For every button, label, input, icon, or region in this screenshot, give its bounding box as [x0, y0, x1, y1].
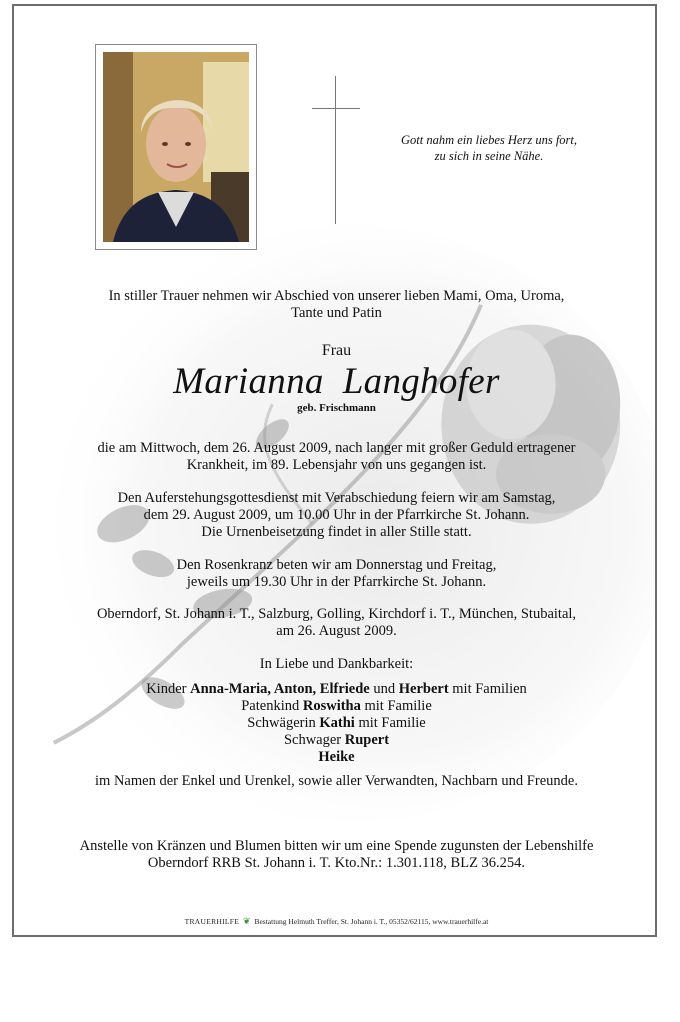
places-line-1: Oberndorf, St. Johann i. T., Salzburg, Golling, Kirchdorf i. T., München, Stubaital,: [96, 606, 577, 622]
death-notice: [14, 440, 657, 474]
cross-icon: [312, 76, 360, 224]
leaf-icon: ❦: [243, 916, 251, 926]
portrait-frame: [95, 44, 257, 250]
portrait-icon: [103, 52, 249, 242]
death-notice-line-2: Krankheit, im 89. Lebensjahr von uns gegangen ist.: [186, 457, 487, 473]
intro-line-2: Tante und Patin: [291, 305, 382, 321]
deceased-name: Marianna Langhofer: [173, 361, 500, 402]
obituary-card: [12, 4, 657, 937]
donation-line-1: Anstelle von Kränzen und Blumen bitten wir um eine Spende zugunsten der Lebenshilfe: [79, 838, 594, 854]
verse-line-1: Gott nahm ein liebes Herz uns fort,: [400, 133, 578, 147]
portrait-photo: [103, 52, 249, 242]
donation-request: [14, 838, 657, 872]
closing-line: im Namen der Enkel und Urenkel, sowie aller Verwandten, Nachbarn und Freunde.: [95, 773, 578, 789]
intro-line-1: In stiller Trauer nehmen wir Abschied von unserer lieben Mami, Oma, Uroma,: [108, 288, 565, 304]
salutation: Frau: [321, 342, 352, 359]
places-line-2: am 26. August 2009.: [276, 623, 397, 639]
family-sister-in-law: Schwägerin Kathi mit Familie: [247, 715, 426, 731]
places-date: [14, 606, 657, 640]
family-children: Kinder Anna-Maria, Anton, Elfriede und Herbert mit Familien: [146, 681, 527, 697]
memorial-verse: [374, 132, 604, 164]
rosary-line-2: jeweils um 19.30 Uhr in der Pfarrkirche St. Johann.: [186, 574, 487, 590]
rosary-line-1: Den Rosenkranz beten wir am Donnerstag und Freitag,: [176, 557, 497, 573]
footer-details: Bestattung Helmuth Treffer, St. Johann i. T., 05352/62115, www.trauerhilfe.at: [254, 917, 489, 926]
death-notice-line-1: die am Mittwoch, dem 26. August 2009, nach langer mit großer Geduld ertragener: [97, 440, 576, 456]
service-line-1: Den Auferstehungsgottesdienst mit Verabschiedung feiern wir am Samstag,: [117, 490, 556, 506]
family-brother-in-law: Schwager Rupert: [283, 732, 390, 748]
family-other: Heike: [318, 749, 355, 765]
service-line-2: dem 29. August 2009, um 10.00 Uhr in der Pfarrkirche St. Johann.: [143, 507, 530, 523]
footer-brand: TRAUERHILFE: [184, 917, 240, 926]
birth-name: geb. Frischmann: [297, 402, 376, 414]
family-godchild: Patenkind Roswitha mit Familie: [241, 698, 432, 714]
rosary-info: [14, 557, 657, 591]
footer-imprint: [14, 917, 657, 926]
service-line-3: Die Urnenbeisetzung findet in aller Stille statt.: [201, 524, 472, 540]
verse-line-2: zu sich in seine Nähe.: [434, 149, 544, 163]
family-list: [14, 681, 657, 766]
donation-line-2: Oberndorf RRB St. Johann i. T. Kto.Nr.: 1.301.118, BLZ 36.254.: [147, 855, 526, 871]
service-info: [14, 490, 657, 541]
intro-text: [14, 288, 657, 322]
thanks-line: In Liebe und Dankbarkeit:: [259, 656, 414, 672]
